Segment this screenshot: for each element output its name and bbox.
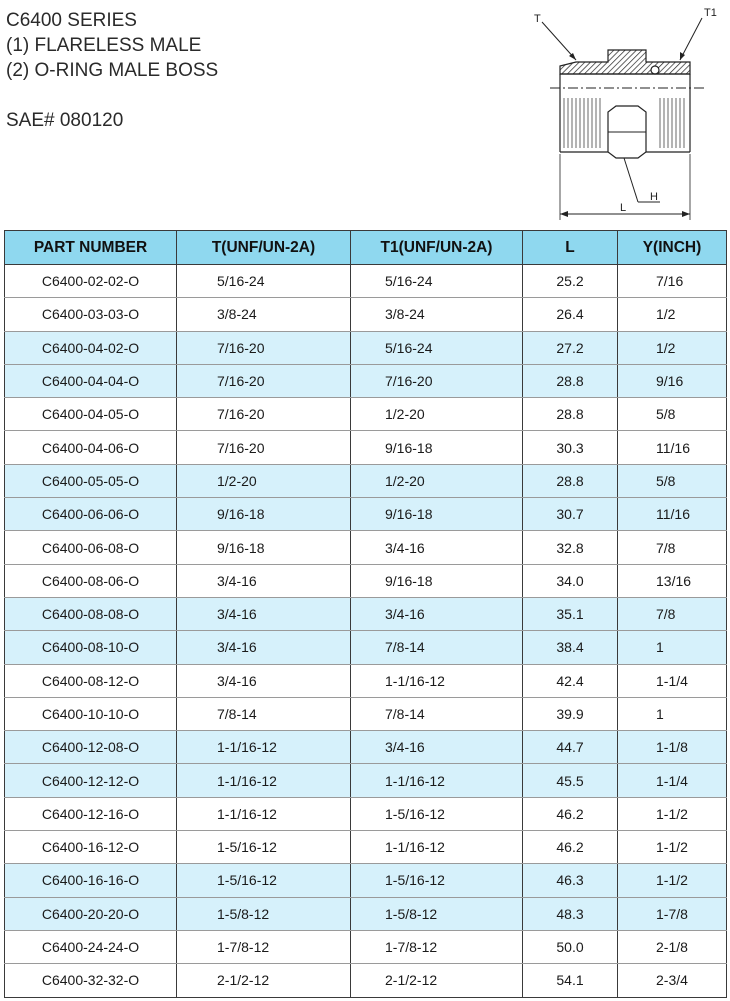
cell-part-number: C6400-12-08-O xyxy=(5,731,177,764)
cell-l: 48.3 xyxy=(523,897,618,930)
table-row xyxy=(5,464,727,497)
cell-t1: 9/16-18 xyxy=(351,498,523,531)
cell-t: 7/16-20 xyxy=(177,331,351,364)
cell-part-number: C6400-20-20-O xyxy=(5,897,177,930)
cell-y: 7/16 xyxy=(618,265,727,298)
table-row xyxy=(5,897,727,930)
cell-y: 1/2 xyxy=(618,298,727,331)
cell-l: 54.1 xyxy=(523,964,618,997)
cell-t: 7/16-20 xyxy=(177,364,351,397)
label-t: T xyxy=(534,13,541,25)
cell-t1: 1/2-20 xyxy=(351,464,523,497)
table-row xyxy=(5,930,727,963)
cell-t1: 5/16-24 xyxy=(351,331,523,364)
sae-number: SAE# 080120 xyxy=(6,110,124,131)
cell-y: 9/16 xyxy=(618,364,727,397)
cell-part-number: C6400-04-04-O xyxy=(5,364,177,397)
cell-t1: 1/2-20 xyxy=(351,398,523,431)
cell-l: 30.7 xyxy=(523,498,618,531)
cell-t: 7/16-20 xyxy=(177,431,351,464)
cell-y: 1-1/4 xyxy=(618,764,727,797)
cell-t: 1-5/16-12 xyxy=(177,864,351,897)
table-row xyxy=(5,331,727,364)
series-title: C6400 SERIES xyxy=(6,10,137,31)
cell-y: 1-1/4 xyxy=(618,664,727,697)
cell-t1: 9/16-18 xyxy=(351,431,523,464)
cell-part-number: C6400-08-12-O xyxy=(5,664,177,697)
col-header-y: Y(INCH) xyxy=(618,231,727,265)
cell-l: 45.5 xyxy=(523,764,618,797)
label-t1: T1 xyxy=(704,7,717,19)
cell-y: 1-1/2 xyxy=(618,864,727,897)
cell-y: 7/8 xyxy=(618,531,727,564)
cell-t1: 2-1/2-12 xyxy=(351,964,523,997)
cell-t1: 9/16-18 xyxy=(351,564,523,597)
cell-l: 50.0 xyxy=(523,930,618,963)
table-row xyxy=(5,797,727,830)
cell-t1: 3/8-24 xyxy=(351,298,523,331)
cell-t1: 3/4-16 xyxy=(351,731,523,764)
spec-table xyxy=(4,230,727,998)
cell-t1: 7/8-14 xyxy=(351,697,523,730)
series-header xyxy=(6,8,218,133)
series-line-flareless: (1) FLARELESS MALE xyxy=(6,35,202,56)
cell-t: 3/4-16 xyxy=(177,597,351,630)
cell-part-number: C6400-16-16-O xyxy=(5,864,177,897)
cell-t: 3/4-16 xyxy=(177,631,351,664)
cell-y: 1/2 xyxy=(618,331,727,364)
col-header-l: L xyxy=(523,231,618,265)
table-row xyxy=(5,831,727,864)
cell-t1: 1-7/8-12 xyxy=(351,930,523,963)
table-row xyxy=(5,498,727,531)
cell-t1: 1-1/16-12 xyxy=(351,764,523,797)
table-row xyxy=(5,265,727,298)
cell-t1: 1-1/16-12 xyxy=(351,664,523,697)
table-body xyxy=(5,265,727,998)
cell-part-number: C6400-06-08-O xyxy=(5,531,177,564)
cell-l: 32.8 xyxy=(523,531,618,564)
cell-t: 2-1/2-12 xyxy=(177,964,351,997)
col-header-t1: T1(UNF/UN-2A) xyxy=(351,231,523,265)
cell-y: 11/16 xyxy=(618,431,727,464)
col-header-t: T(UNF/UN-2A) xyxy=(177,231,351,265)
table-row xyxy=(5,597,727,630)
cell-l: 46.2 xyxy=(523,831,618,864)
cell-part-number: C6400-08-08-O xyxy=(5,597,177,630)
cell-t: 3/8-24 xyxy=(177,298,351,331)
cell-t1: 5/16-24 xyxy=(351,265,523,298)
table-row xyxy=(5,764,727,797)
cell-l: 46.2 xyxy=(523,797,618,830)
cell-y: 1-1/2 xyxy=(618,831,727,864)
table-header-row xyxy=(5,231,727,265)
cell-part-number: C6400-02-02-O xyxy=(5,265,177,298)
cell-t: 3/4-16 xyxy=(177,664,351,697)
cell-t: 1-1/16-12 xyxy=(177,731,351,764)
oring-icon xyxy=(651,66,659,74)
cell-l: 28.8 xyxy=(523,464,618,497)
cell-part-number: C6400-10-10-O xyxy=(5,697,177,730)
cell-part-number: C6400-04-05-O xyxy=(5,398,177,431)
cell-t: 1-5/16-12 xyxy=(177,831,351,864)
cell-part-number: C6400-12-12-O xyxy=(5,764,177,797)
cell-y: 1-7/8 xyxy=(618,897,727,930)
cell-part-number: C6400-32-32-O xyxy=(5,964,177,997)
table-row xyxy=(5,864,727,897)
col-header-part-number: PART NUMBER xyxy=(5,231,177,265)
cell-t: 1-7/8-12 xyxy=(177,930,351,963)
cell-t: 1-1/16-12 xyxy=(177,764,351,797)
table-row xyxy=(5,298,727,331)
label-l: L xyxy=(620,202,627,214)
table-row xyxy=(5,697,727,730)
series-line-oring: (2) O-RING MALE BOSS xyxy=(6,60,219,81)
cell-t: 5/16-24 xyxy=(177,265,351,298)
table-row xyxy=(5,731,727,764)
cell-part-number: C6400-24-24-O xyxy=(5,930,177,963)
cell-part-number: C6400-08-10-O xyxy=(5,631,177,664)
table-row xyxy=(5,631,727,664)
cell-part-number: C6400-12-16-O xyxy=(5,797,177,830)
cell-l: 26.4 xyxy=(523,298,618,331)
cell-t: 1-5/8-12 xyxy=(177,897,351,930)
cell-t1: 3/4-16 xyxy=(351,597,523,630)
cell-part-number: C6400-03-03-O xyxy=(5,298,177,331)
cell-y: 5/8 xyxy=(618,398,727,431)
cell-l: 42.4 xyxy=(523,664,618,697)
cell-y: 2-1/8 xyxy=(618,930,727,963)
cell-part-number: C6400-04-02-O xyxy=(5,331,177,364)
cell-part-number: C6400-16-12-O xyxy=(5,831,177,864)
cell-l: 28.8 xyxy=(523,364,618,397)
cell-l: 38.4 xyxy=(523,631,618,664)
cell-y: 5/8 xyxy=(618,464,727,497)
cell-l: 30.3 xyxy=(523,431,618,464)
cell-y: 11/16 xyxy=(618,498,727,531)
cell-y: 1 xyxy=(618,697,727,730)
table-row xyxy=(5,431,727,464)
cell-t: 9/16-18 xyxy=(177,498,351,531)
cell-t: 9/16-18 xyxy=(177,531,351,564)
cell-t1: 1-5/16-12 xyxy=(351,797,523,830)
cell-y: 13/16 xyxy=(618,564,727,597)
cell-part-number: C6400-04-06-O xyxy=(5,431,177,464)
cell-y: 7/8 xyxy=(618,597,727,630)
table-row xyxy=(5,531,727,564)
label-h: H xyxy=(650,191,658,203)
table-row xyxy=(5,964,727,997)
cell-l: 44.7 xyxy=(523,731,618,764)
cell-y: 1-1/2 xyxy=(618,797,727,830)
cell-l: 25.2 xyxy=(523,265,618,298)
cell-l: 35.1 xyxy=(523,597,618,630)
cell-t: 7/8-14 xyxy=(177,697,351,730)
cell-y: 1-1/8 xyxy=(618,731,727,764)
cell-t1: 1-1/16-12 xyxy=(351,831,523,864)
cell-part-number: C6400-06-06-O xyxy=(5,498,177,531)
cell-l: 27.2 xyxy=(523,331,618,364)
cell-t1: 7/16-20 xyxy=(351,364,523,397)
cell-t: 1/2-20 xyxy=(177,464,351,497)
table-row xyxy=(5,664,727,697)
cell-l: 28.8 xyxy=(523,398,618,431)
fitting-drawing xyxy=(520,2,725,222)
table-row xyxy=(5,364,727,397)
cell-t: 3/4-16 xyxy=(177,564,351,597)
table-row xyxy=(5,564,727,597)
cell-t1: 1-5/16-12 xyxy=(351,864,523,897)
cell-l: 39.9 xyxy=(523,697,618,730)
cell-l: 46.3 xyxy=(523,864,618,897)
cell-t1: 1-5/8-12 xyxy=(351,897,523,930)
cell-part-number: C6400-08-06-O xyxy=(5,564,177,597)
cell-t: 7/16-20 xyxy=(177,398,351,431)
cell-part-number: C6400-05-05-O xyxy=(5,464,177,497)
table-row xyxy=(5,398,727,431)
cell-l: 34.0 xyxy=(523,564,618,597)
cell-y: 2-3/4 xyxy=(618,964,727,997)
cell-t1: 3/4-16 xyxy=(351,531,523,564)
cell-y: 1 xyxy=(618,631,727,664)
cell-t1: 7/8-14 xyxy=(351,631,523,664)
cell-t: 1-1/16-12 xyxy=(177,797,351,830)
